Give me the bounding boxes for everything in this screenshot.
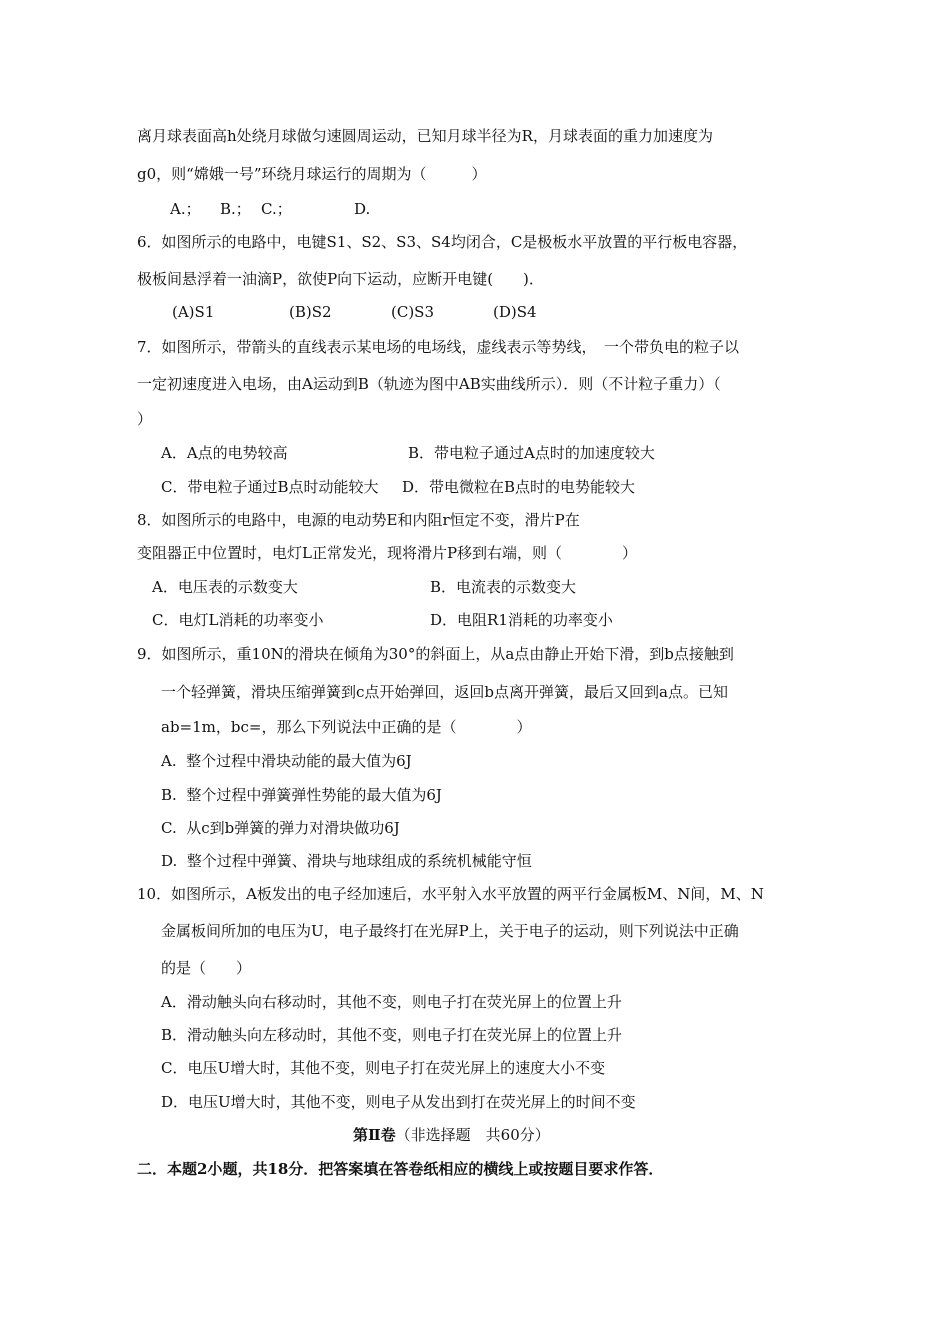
q6-option-a: (A)S1 [172,303,215,321]
q10-option-a: A．滑动触头向右移动时，其他不变，则电子打在荧光屏上的位置上升 [161,993,622,1011]
q9-line-3: ab=1m，bc=，那么下列说法中正确的是（ ） [161,718,532,736]
q7-line-2: 一定初速度进入电场，由A运动到B（轨迹为图中AB实曲线所示）．则（不计粒子重力）（ [137,375,721,393]
q6-option-b: (B)S2 [289,303,332,321]
q10-option-c: C．电压U增大时，其他不变，则电子打在荧光屏上的速度大小不变 [161,1059,606,1077]
q6-line-2: 极板间悬浮着一油滴P，欲使P向下运动，应断开电键( )． [137,270,544,288]
q6-option-d: (D)S4 [493,303,537,321]
q10-option-b: B．滑动触头向左移动时，其他不变，则电子打在荧光屏上的位置上升 [161,1026,623,1044]
q8-line-1: 8．如图所示的电路中，电源的电动势E和内阻r恒定不变，滑片P在 [137,511,580,529]
q5-option-b: B.； [220,200,251,218]
q7-option-c: C．带电粒子通过B点时动能较大 [161,478,379,496]
q8-option-c: C．电灯L消耗的功率变小 [152,611,324,629]
q8-option-d: D．电阻R1消耗的功率变小 [430,611,613,629]
part2-title-bold: 第Ⅱ卷 [353,1126,396,1144]
part2-title [353,1125,550,1145]
q5-option-a: A.； [170,200,201,218]
q9-line-2: 一个轻弹簧，滑块压缩弹簧到c点开始弹回，返回b点离开弹簧，最后又回到a点。已知 [161,683,728,701]
q5-option-d: D. [354,200,371,218]
q10-line-3: 的是（ ） [161,959,252,977]
q6-option-c: (C)S3 [391,303,435,321]
q8-option-a: A．电压表的示数变大 [152,578,298,596]
q9-option-c: C. 从c到b弹簧的弹力对滑块做功6J [161,819,400,837]
q7-option-a: A．A点的电势较高 [161,444,288,462]
q10-line-2: 金属板间所加的电压为U，电子最终打在光屏P上，关于电子的运动，则下列说法中正确 [161,922,739,940]
q6-line-1: 6．如图所示的电路中，电键S1、S2、S3、S4均闭合，C是极板水平放置的平行板电容器， [137,233,748,251]
q9-option-d: D. 整个过程中弹簧、滑块与地球组成的系统机械能守恒 [161,852,532,870]
q10-line-1: 10．如图所示，A板发出的电子经加速后，水平射入水平放置的两平行金属板M、N间，M、N [137,885,764,903]
q7-line-1: 7．如图所示，带箭头的直线表示某电场的电场线，虚线表示等势线， 一个带负电的粒子以 [137,338,740,356]
q8-line-2: 变阻器正中位置时，电灯L正常发光，现将滑片P移到右端，则（ ） [137,544,638,562]
q7-line-3: ） [137,410,153,428]
q5-line-2: g0，则“嫦娥一号”环绕月球运行的周期为（ ） [137,165,487,183]
q5-option-c: C.； [261,200,292,218]
q8-option-b: B．电流表的示数变大 [430,578,577,596]
q10-option-d: D．电压U增大时，其他不变，则电子从发出到打在荧光屏上的时间不变 [161,1093,636,1111]
q9-line-1: 9．如图所示，重10N的滑块在倾角为30°的斜面上，从a点由静止开始下滑，到b点接触到 [137,645,734,663]
q7-option-b: B．带电粒子通过A点时的加速度较大 [408,444,655,462]
q7-option-d: D．带电微粒在B点时的电势能较大 [402,478,636,496]
q5-line-1: 离月球表面高h处绕月球做匀速圆周运动，已知月球半径为R，月球表面的重力加速度为 [137,127,713,145]
part2-title-rest: （非选择题 共60分） [395,1126,550,1144]
section-2-instructions: 二．本题2小题，共18分．把答案填在答卷纸相应的横线上或按题目要求作答． [137,1160,664,1178]
q9-option-a: A. 整个过程中滑块动能的最大值为6J [161,752,412,770]
q9-option-b: B. 整个过程中弹簧弹性势能的最大值为6J [161,786,442,804]
